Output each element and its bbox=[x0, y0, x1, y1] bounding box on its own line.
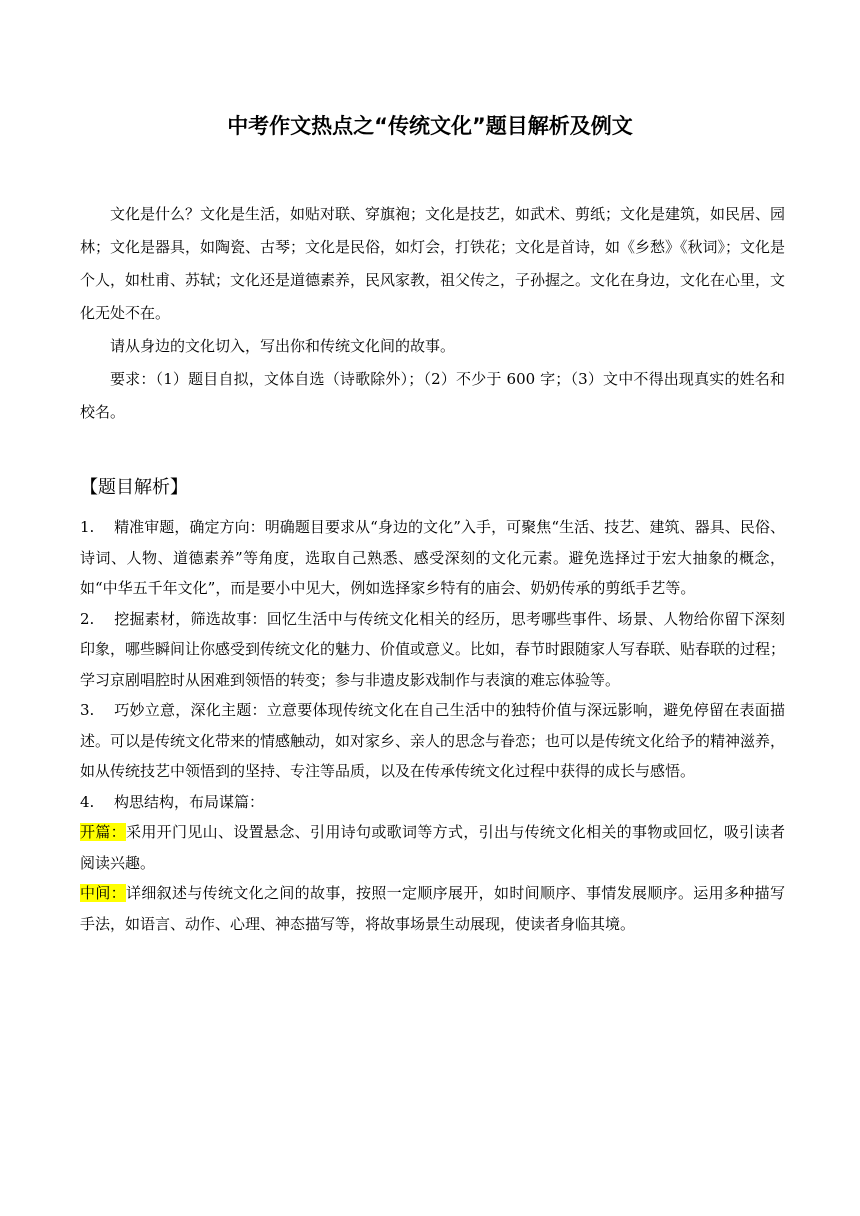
item-text: 巧妙立意，深化主题：立意要体现传统文化在自己生活中的独特价值与深远影响，避免停留在表面描述。可以是传统文化带来的情感触动，如对家乡、亲人的思念与眷恋；也可以是传统文化给予的精神滋养，如从传统技艺中领悟到的坚持、专注等品质，以及在传承传统文化过程中获得的成长与感悟。 bbox=[80, 701, 786, 780]
opening-text: 采用开门见山、设置悬念、引用诗句或歌词等方式，引出与传统文化相关的事物或回忆，吸引读者阅读兴趣。 bbox=[80, 823, 785, 872]
prompt-requirements: 要求：（1）题目自拟，文体自选（诗歌除外）；（2）不少于 600 字；（3）文中不得出现真实的姓名和校名。 bbox=[80, 370, 785, 421]
item-number: 1. bbox=[80, 518, 95, 536]
item-number: 2. bbox=[80, 609, 95, 628]
prompt-instruction: 请从身边的文化切入，写出你和传统文化间的故事。 bbox=[110, 337, 456, 355]
section-heading: 【题目解析】 bbox=[80, 477, 188, 498]
prompt-paragraph: 文化是什么？文化是生活，如贴对联、穿旗袍；文化是技艺，如武术、剪纸；文化是建筑，如民居、园林；文化是器具，如陶瓷、古琴；文化是民俗，如灯会，打铁花；文化是首诗，如《乡愁》《秋词》；文化是个人，如杜甫、苏轼；文化还是道德素养，民风家教，祖父传之，子孙握之。文化在身边，文化在心里，文化无处不在。 bbox=[80, 205, 786, 322]
item-text: 构思结构，布局谋篇： bbox=[114, 792, 265, 811]
essay-prompt bbox=[80, 198, 785, 429]
item-text: 精准审题，确定方向：明确题目要求从“身边的文化”入手，可聚焦“生活、技艺、建筑、器具、民俗、诗词、人物、道德素养”等角度，选取自己熟悉、感受深刻的文化元素。避免选择过于宏大抽象的概念，如“中华五千年文化”，而是要小中见大，例如选择家乡特有的庙会、奶奶传承的剪纸手艺等。 bbox=[80, 518, 785, 597]
page-title: 中考作文热点之“传统文化”题目解析及例文 bbox=[227, 114, 633, 138]
opening-label: 开篇： bbox=[80, 823, 126, 841]
middle-label: 中间： bbox=[80, 884, 126, 902]
opening-paragraph bbox=[80, 817, 785, 878]
middle-paragraph bbox=[80, 878, 785, 939]
analysis-item bbox=[80, 604, 785, 696]
item-number: 3. bbox=[80, 701, 95, 719]
middle-text: 详细叙述与传统文化之间的故事，按照一定顺序展开，如时间顺序、事情发展顺序。运用多种描写手法，如语言、动作、心理、神态描写等，将故事场景生动展现，使读者身临其境。 bbox=[80, 884, 785, 933]
analysis-item bbox=[80, 695, 785, 787]
analysis-body bbox=[80, 512, 785, 939]
item-text: 挖掘素材，筛选故事：回忆生活中与传统文化相关的经历，思考哪些事件、场景、人物给你留下深刻印象，哪些瞬间让你感受到传统文化的魅力、价值或意义。比如，春节时跟随家人写春联、贴春联的过程；学习京剧唱腔时从困难到领悟的转变；参与非遗皮影戏制作与表演的难忘体验等。 bbox=[80, 609, 786, 689]
analysis-item bbox=[80, 787, 785, 818]
item-number: 4. bbox=[80, 792, 95, 811]
analysis-item bbox=[80, 512, 785, 604]
